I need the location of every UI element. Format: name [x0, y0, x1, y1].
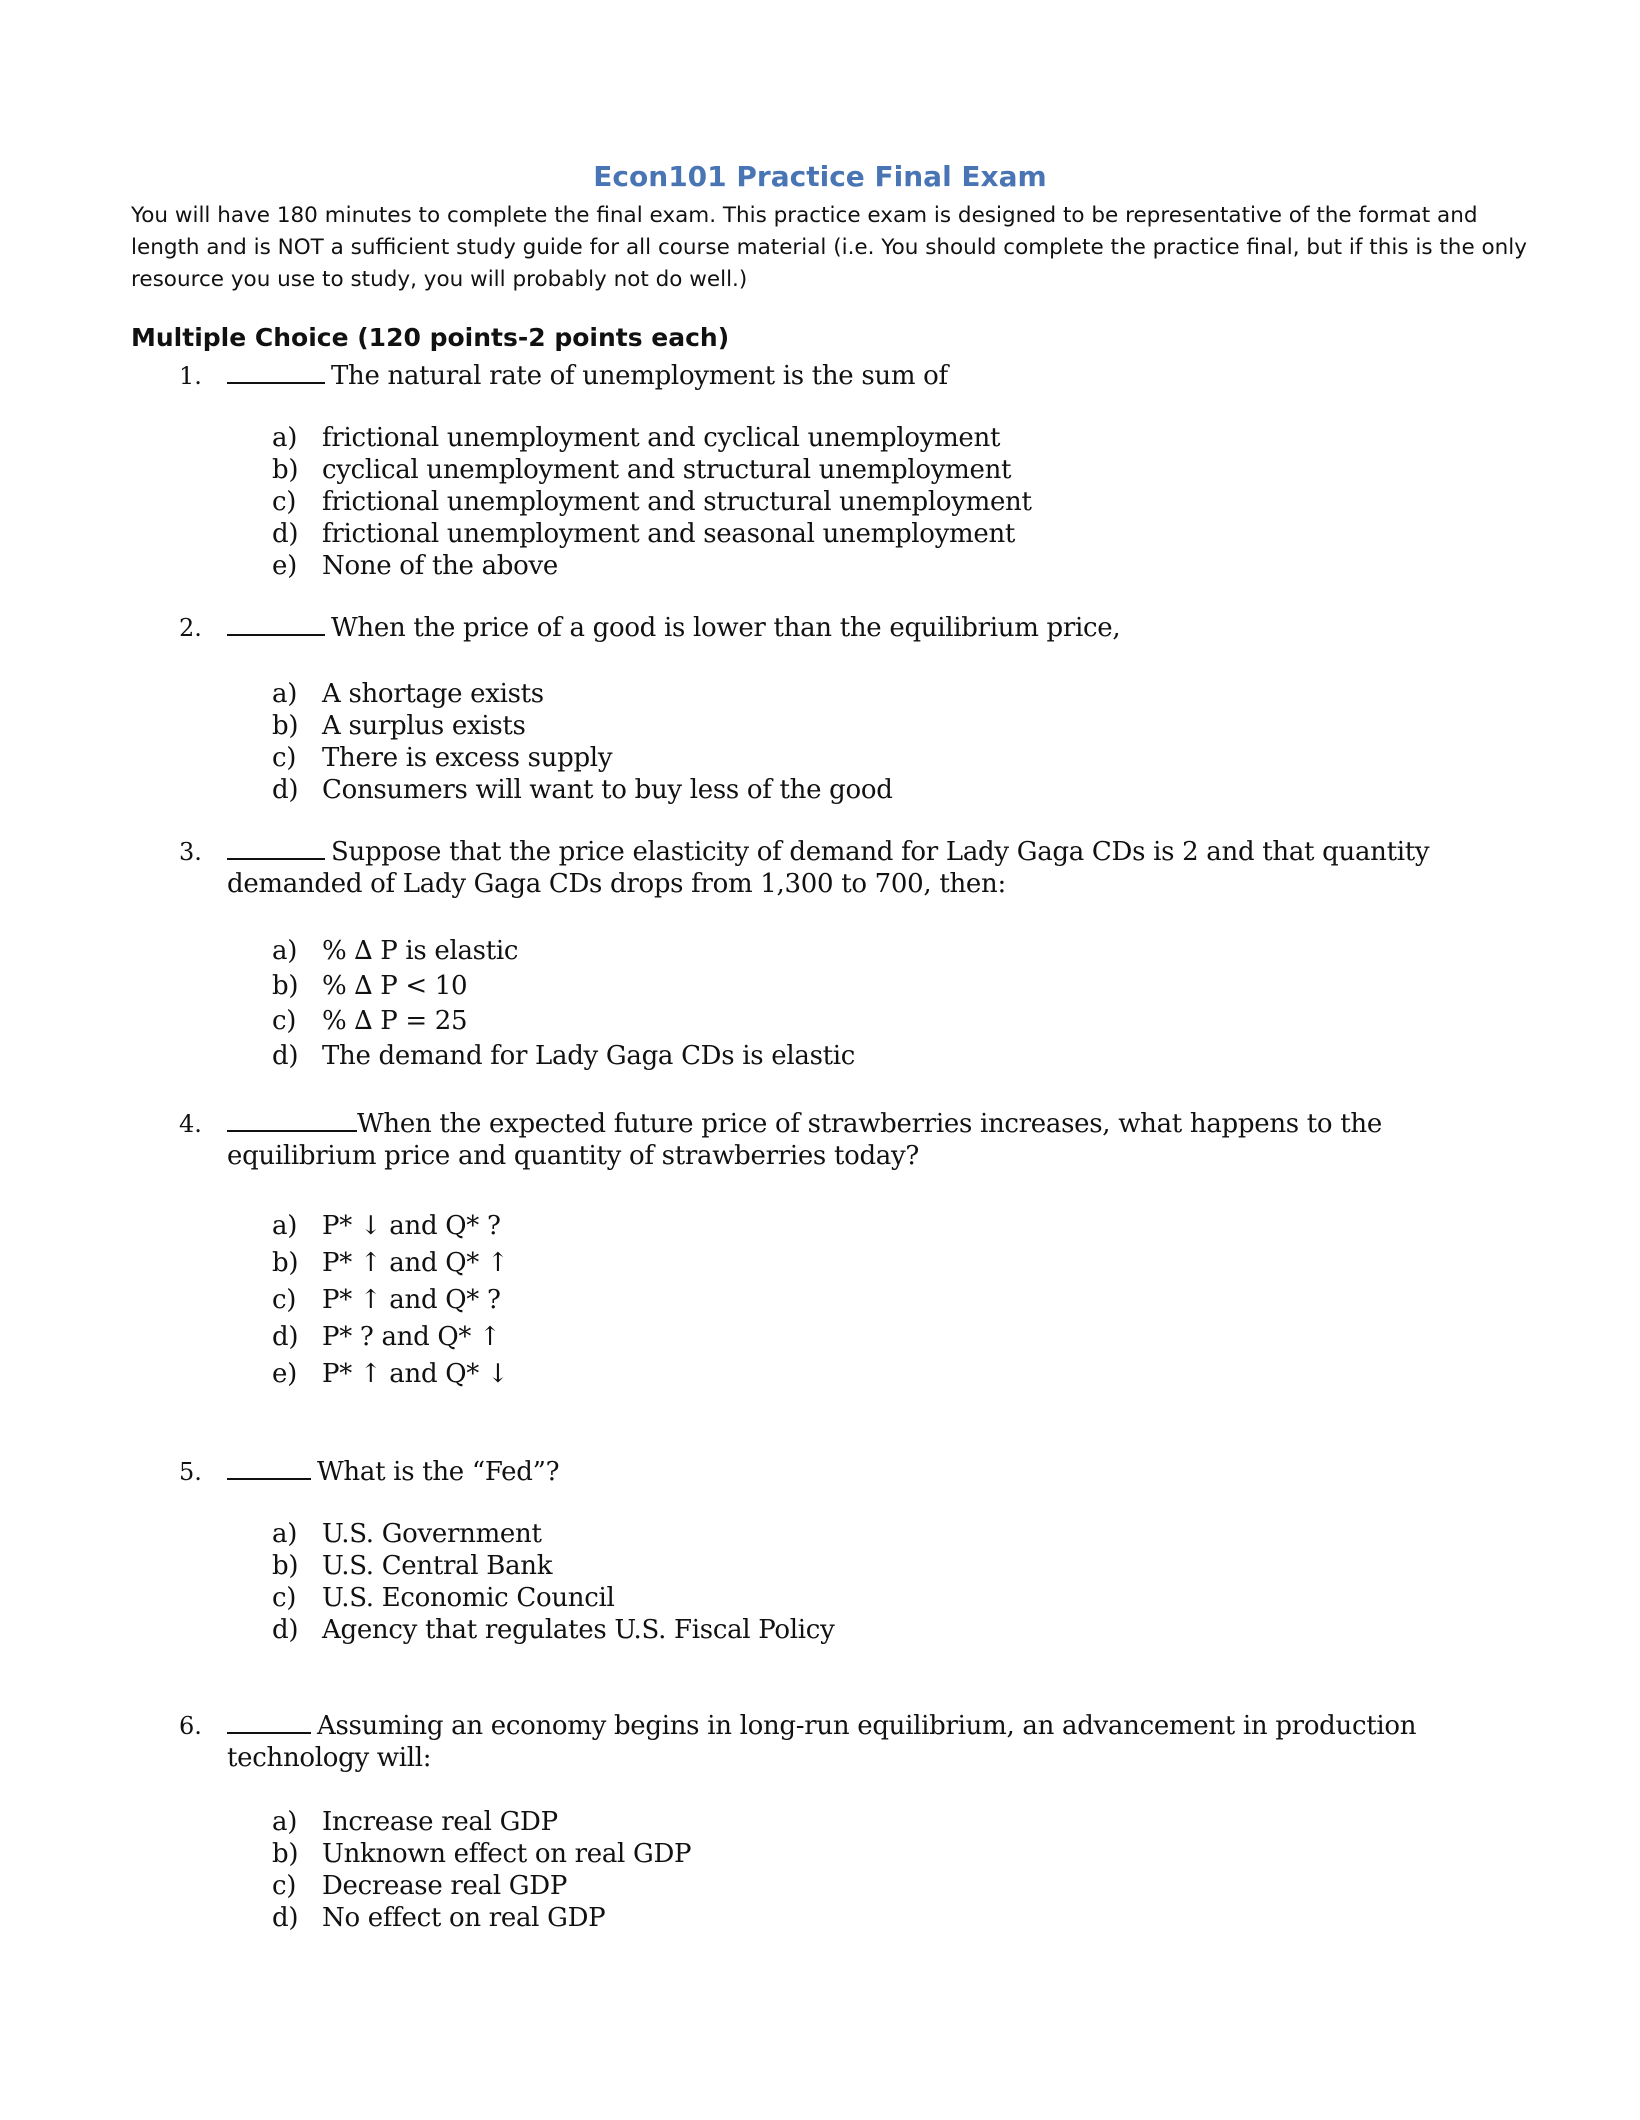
question-prompt: When the expected future price of strawberries increases, what happens to the equilibrium price and quantity of strawberries today? [227, 1109, 1382, 1171]
option-letter: b) [272, 455, 299, 485]
answer-blank [227, 378, 325, 384]
option-item [272, 1245, 508, 1282]
answer-blank [227, 1126, 357, 1132]
intro-paragraph: You will have 180 minutes to complete the final exam. This practice exam is designed to be representative of the format and length and is NOT a sufficient study guide for all course material (i.e. You should complete the practice final, but if this is the only resource you use to study, you will probably not do well.) [131, 203, 1527, 292]
option-text: P* ↓ and Q* ? [322, 1211, 501, 1241]
option-text: P* ↑ and Q* ↓ [322, 1359, 509, 1389]
option-item [272, 1838, 691, 1870]
option-letter: c) [272, 1285, 297, 1315]
option-letter: b) [272, 711, 299, 741]
question-text [227, 612, 1477, 644]
question-prompt: What is the “Fed”? [317, 1457, 560, 1487]
option-letter: d) [272, 775, 299, 805]
question-prompt: The natural rate of unemployment is the sum of [331, 361, 948, 391]
option-letter: a) [272, 1807, 298, 1837]
question-text [227, 1108, 1477, 1172]
option-text: A shortage exists [322, 679, 544, 709]
option-item [272, 1208, 508, 1245]
option-letter: b) [272, 1551, 299, 1581]
option-text: Consumers will want to buy less of the good [322, 775, 893, 805]
option-text: frictional unemployment and seasonal unemployment [322, 519, 1016, 549]
option-list [272, 678, 893, 806]
option-item [272, 1518, 834, 1550]
option-list [272, 1806, 691, 1934]
question-text [227, 1710, 1477, 1774]
option-text: Unknown effect on real GDP [322, 1839, 692, 1869]
option-item [272, 1806, 691, 1838]
option-text: A surplus exists [322, 711, 526, 741]
option-text: frictional unemployment and cyclical unemployment [322, 423, 1001, 453]
option-text: P* ↑ and Q* ? [322, 1285, 501, 1315]
option-text: frictional unemployment and structural unemployment [322, 487, 1032, 517]
question-number: 3. [179, 838, 202, 866]
option-item [272, 486, 1032, 518]
option-letter: d) [272, 1903, 299, 1933]
option-text: Increase real GDP [322, 1807, 558, 1837]
option-letter: e) [272, 551, 297, 581]
option-list [272, 422, 1032, 582]
option-item [272, 1870, 691, 1902]
option-item [272, 1319, 508, 1356]
question-text [227, 836, 1477, 900]
question-text [227, 360, 1477, 392]
answer-blank [227, 630, 325, 636]
question-number: 6. [179, 1712, 202, 1740]
answer-blank [227, 1728, 311, 1734]
answer-blank [227, 1474, 311, 1480]
option-item [272, 422, 1032, 454]
page-title: Econ101 Practice Final Exam [593, 160, 1047, 193]
option-item [272, 678, 893, 710]
option-item [272, 1004, 855, 1039]
question-number: 1. [179, 362, 202, 390]
question-number: 4. [179, 1110, 202, 1138]
option-text: % ∆ P = 25 [322, 1006, 468, 1036]
option-text: None of the above [322, 551, 558, 581]
option-item [272, 742, 893, 774]
option-text: % ∆ P is elastic [322, 936, 519, 966]
option-item [272, 454, 1032, 486]
option-item [272, 934, 855, 969]
option-item [272, 1902, 691, 1934]
option-item [272, 550, 1032, 582]
option-text: Agency that regulates U.S. Fiscal Policy [322, 1615, 835, 1645]
option-letter: c) [272, 1006, 297, 1036]
option-text: Decrease real GDP [322, 1871, 568, 1901]
option-text: No effect on real GDP [322, 1903, 606, 1933]
option-text: P* ? and Q* ↑ [322, 1322, 501, 1352]
option-letter: a) [272, 1211, 298, 1241]
answer-blank [227, 854, 325, 860]
option-list [272, 1208, 508, 1393]
option-letter: d) [272, 519, 299, 549]
option-text: The demand for Lady Gaga CDs is elastic [322, 1041, 856, 1071]
option-item [272, 969, 855, 1004]
option-item [272, 1356, 508, 1393]
option-letter: d) [272, 1615, 299, 1645]
option-letter: a) [272, 423, 298, 453]
question-prompt: Suppose that the price elasticity of demand for Lady Gaga CDs is 2 and that quantity demanded of Lady Gaga CDs drops from 1,300 to 700, then: [227, 837, 1430, 899]
option-text: % ∆ P < 10 [322, 971, 468, 1001]
option-letter: c) [272, 743, 297, 773]
option-letter: c) [272, 487, 297, 517]
option-text: U.S. Government [322, 1519, 542, 1549]
question-number: 2. [179, 614, 202, 642]
question-prompt: When the price of a good is lower than the equilibrium price, [331, 613, 1121, 643]
option-letter: b) [272, 1248, 299, 1278]
option-item [272, 774, 893, 806]
option-item [272, 1550, 834, 1582]
option-letter: c) [272, 1583, 297, 1613]
option-list [272, 1518, 834, 1646]
question-number: 5. [179, 1458, 202, 1486]
option-item [272, 1039, 855, 1074]
option-letter: a) [272, 1519, 298, 1549]
section-heading: Multiple Choice (120 points-2 points each) [131, 323, 730, 352]
option-letter: d) [272, 1041, 299, 1071]
option-letter: b) [272, 1839, 299, 1869]
option-item [272, 710, 893, 742]
option-letter: a) [272, 679, 298, 709]
option-letter: d) [272, 1322, 299, 1352]
option-letter: b) [272, 971, 299, 1001]
option-letter: e) [272, 1359, 297, 1389]
option-item [272, 1614, 834, 1646]
option-text: cyclical unemployment and structural unemployment [322, 455, 1012, 485]
option-letter: c) [272, 1871, 297, 1901]
option-letter: a) [272, 936, 298, 966]
option-text: U.S. Economic Council [322, 1583, 615, 1613]
option-text: There is excess supply [322, 743, 613, 773]
option-text: U.S. Central Bank [322, 1551, 553, 1581]
option-item [272, 1582, 834, 1614]
option-item [272, 518, 1032, 550]
option-list [272, 934, 855, 1074]
option-text: P* ↑ and Q* ↑ [322, 1248, 509, 1278]
question-prompt: Assuming an economy begins in long-run equilibrium, an advancement in production technology will: [227, 1711, 1417, 1773]
question-text [227, 1456, 1477, 1488]
option-item [272, 1282, 508, 1319]
